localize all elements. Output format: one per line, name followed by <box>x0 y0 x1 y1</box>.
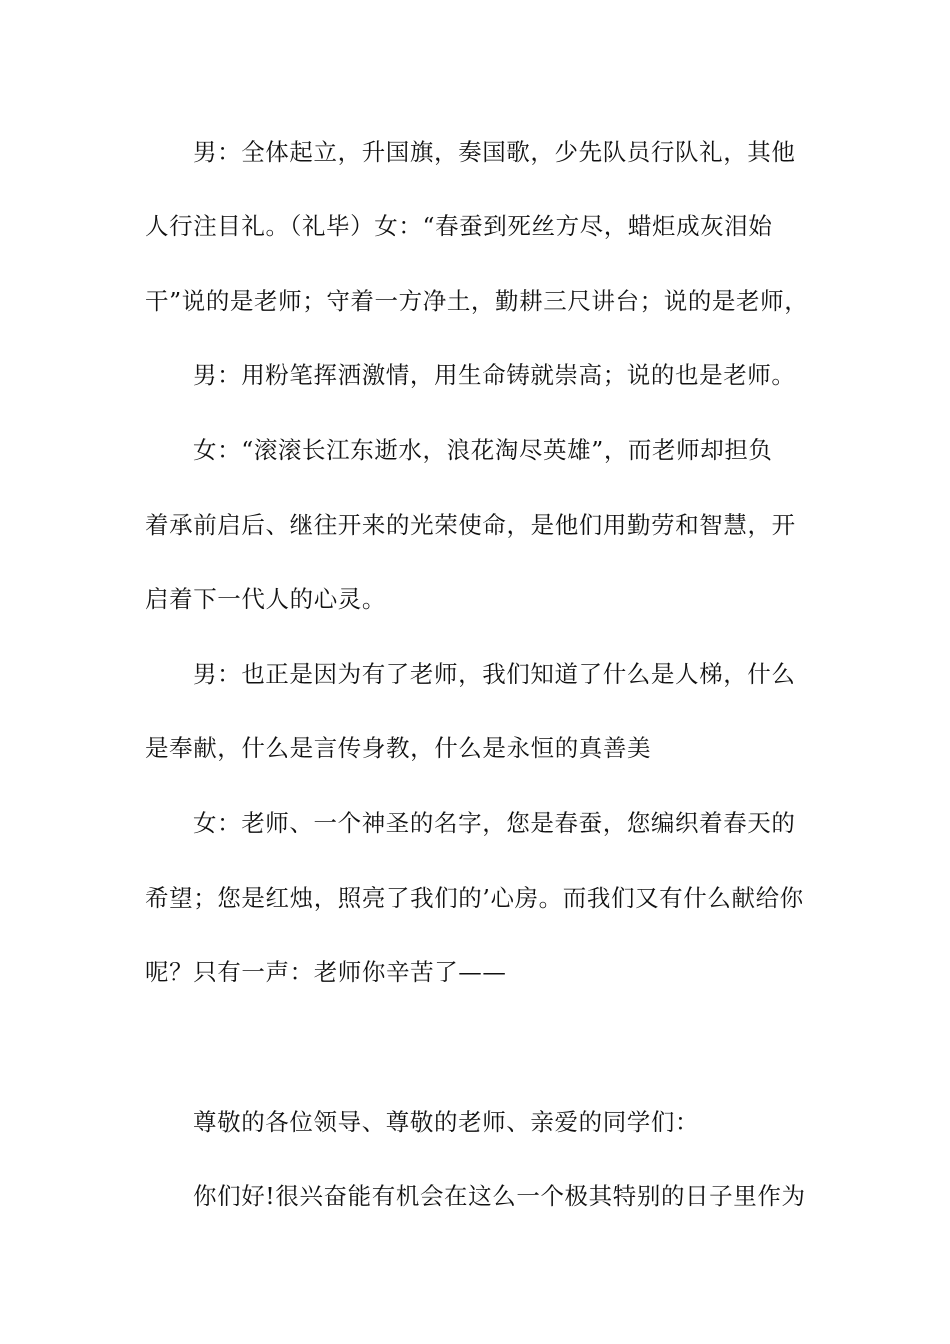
paragraph-line: 女：老师、一个神圣的名字，您是春蚕，您编织着春天的 <box>193 809 796 837</box>
paragraph-line: 人行注目礼。（礼毕）女：“春蚕到死丝方尽，蜡炬成灰泪始 <box>145 212 773 240</box>
paragraph-line: 希望；您是红烛，照亮了我们的’心房。而我们又有什么献给你 <box>145 884 804 912</box>
paragraph-line: 着承前启后、继往开来的光荣使命，是他们用勤劳和智慧，开 <box>145 511 796 539</box>
paragraph-line: 干”说的是老师；守着一方净土，勤耕三尺讲台；说的是老师， <box>145 287 809 315</box>
paragraph-line: 男：用粉笔挥洒激情，用生命铸就崇高；说的也是老师。 <box>193 361 796 389</box>
paragraph-line: 是奉献，什么是言传身教，什么是永恒的真善美 <box>145 734 652 762</box>
paragraph-line: 女：“滚滚长江东逝水，浪花淘尽英雄”，而老师却担负 <box>193 436 773 464</box>
paragraph-line: 你们好!很兴奋能有机会在这么一个极其特别的日子里作为 <box>193 1182 806 1210</box>
paragraph-line: 男：也正是因为有了老师，我们知道了什么是人梯，什么 <box>193 660 796 688</box>
paragraph-line: 启着下一代人的心灵。 <box>145 585 386 613</box>
paragraph-line: 男：全体起立，升国旗，奏国歌，少先队员行队礼，其他 <box>193 138 796 166</box>
paragraph-line: 呢？只有一声：老师你辛苦了—— <box>145 958 507 986</box>
salutation-line: 尊敬的各位领导、尊敬的老师、亲爱的同学们： <box>193 1108 700 1136</box>
